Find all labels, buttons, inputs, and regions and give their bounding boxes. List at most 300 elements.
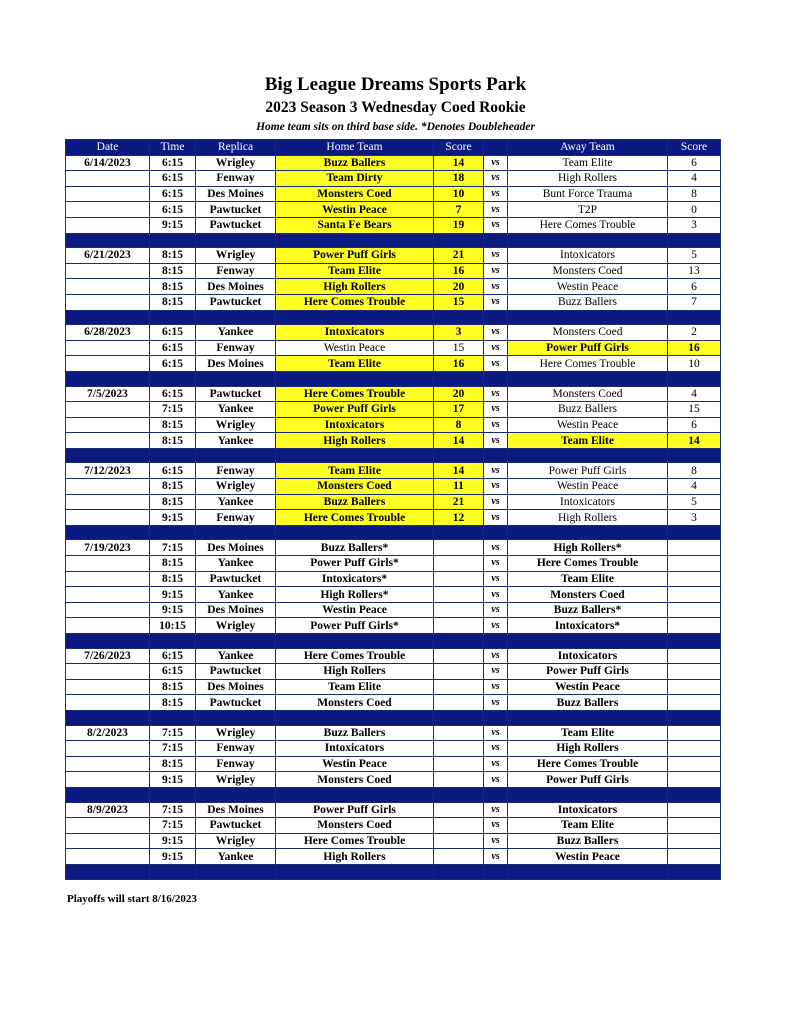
game-home-score: [434, 679, 484, 695]
game-vs: vs: [484, 279, 508, 295]
game-date: [66, 741, 150, 757]
game-time: 8:15: [150, 263, 196, 279]
game-time: 6:15: [150, 325, 196, 341]
game-replica: Wrigley: [196, 155, 276, 171]
separator-cell: [196, 710, 276, 725]
game-away-score: 6: [668, 417, 721, 433]
table-row: [66, 648, 721, 664]
separator-cell: [484, 525, 508, 540]
separator-cell: [668, 710, 721, 725]
playoffs-note: Playoffs will start 8/16/2023: [67, 893, 197, 905]
game-date: 7/5/2023: [66, 386, 150, 402]
game-time: 6:15: [150, 186, 196, 202]
game-vs: vs: [484, 756, 508, 772]
schedule-body: [66, 155, 721, 879]
game-time: 7:15: [150, 402, 196, 418]
separator-cell: [508, 710, 668, 725]
game-time: 6:15: [150, 386, 196, 402]
separator-cell: [668, 448, 721, 463]
game-home-score: 17: [434, 402, 484, 418]
table-row: [66, 402, 721, 418]
table-row: [66, 279, 721, 295]
table-row: [66, 171, 721, 187]
game-vs: vs: [484, 463, 508, 479]
game-time: 7:15: [150, 802, 196, 818]
game-away-score: 5: [668, 494, 721, 510]
game-away-score: [668, 587, 721, 603]
game-replica: Des Moines: [196, 186, 276, 202]
game-away-score: [668, 540, 721, 556]
game-away: Buzz Ballers*: [508, 602, 668, 618]
game-away: Power Puff Girls: [508, 340, 668, 356]
game-away-score: 3: [668, 510, 721, 526]
game-home: Team Elite: [276, 263, 434, 279]
separator-cell: [150, 233, 196, 248]
game-vs: vs: [484, 417, 508, 433]
game-home: Team Elite: [276, 679, 434, 695]
game-date: [66, 263, 150, 279]
game-vs: vs: [484, 202, 508, 218]
separator-cell: [434, 448, 484, 463]
game-home: Team Dirty: [276, 171, 434, 187]
game-date: [66, 417, 150, 433]
game-vs: vs: [484, 818, 508, 834]
table-row: [66, 186, 721, 202]
page-subtitle: 2023 Season 3 Wednesday Coed Rookie: [265, 99, 526, 116]
game-home: Intoxicators*: [276, 571, 434, 587]
separator-cell: [434, 233, 484, 248]
page-title: Big League Dreams Sports Park: [264, 74, 527, 95]
game-time: 9:15: [150, 217, 196, 233]
game-replica: Pawtucket: [196, 294, 276, 310]
separator-cell: [508, 525, 668, 540]
table-row: [66, 849, 721, 865]
game-replica: Des Moines: [196, 356, 276, 372]
game-home-score: 11: [434, 479, 484, 495]
game-away-score: 4: [668, 171, 721, 187]
game-away-score: [668, 602, 721, 618]
week-separator: [66, 634, 721, 649]
game-away: Buzz Ballers: [508, 402, 668, 418]
game-date: [66, 217, 150, 233]
game-time: 8:15: [150, 248, 196, 264]
game-home: Intoxicators: [276, 417, 434, 433]
table-row: [66, 433, 721, 449]
game-home-score: 7: [434, 202, 484, 218]
game-date: 7/26/2023: [66, 648, 150, 664]
game-away-score: 3: [668, 217, 721, 233]
game-time: 6:15: [150, 171, 196, 187]
game-home: Team Elite: [276, 356, 434, 372]
game-time: 8:15: [150, 571, 196, 587]
separator-cell: [668, 525, 721, 540]
game-replica: Wrigley: [196, 725, 276, 741]
separator-cell: [66, 525, 150, 540]
separator-cell: [150, 448, 196, 463]
separator-cell: [484, 634, 508, 649]
col-home-team: Home Team: [276, 140, 434, 156]
game-date: [66, 279, 150, 295]
game-home-score: [434, 818, 484, 834]
game-home-score: 14: [434, 433, 484, 449]
separator-cell: [668, 864, 721, 879]
game-vs: vs: [484, 402, 508, 418]
separator-cell: [276, 371, 434, 386]
col-time: Time: [150, 140, 196, 156]
table-row: [66, 602, 721, 618]
week-separator: [66, 233, 721, 248]
game-away: Buzz Ballers: [508, 294, 668, 310]
game-home-score: [434, 725, 484, 741]
game-home: Intoxicators: [276, 741, 434, 757]
game-away: Westin Peace: [508, 417, 668, 433]
game-away-score: 6: [668, 279, 721, 295]
game-home: Here Comes Trouble: [276, 386, 434, 402]
table-row: [66, 294, 721, 310]
game-date: [66, 602, 150, 618]
game-away: Here Comes Trouble: [508, 756, 668, 772]
game-home: Monsters Coed: [276, 695, 434, 711]
game-replica: Yankee: [196, 648, 276, 664]
game-replica: Wrigley: [196, 417, 276, 433]
game-away-score: [668, 756, 721, 772]
game-home: Monsters Coed: [276, 818, 434, 834]
game-away: Here Comes Trouble: [508, 356, 668, 372]
game-date: [66, 510, 150, 526]
separator-cell: [508, 448, 668, 463]
game-home-score: [434, 587, 484, 603]
game-away-score: 14: [668, 433, 721, 449]
game-replica: Pawtucket: [196, 386, 276, 402]
game-away: High Rollers*: [508, 540, 668, 556]
game-away-score: [668, 695, 721, 711]
col-home-score: Score: [434, 140, 484, 156]
game-date: [66, 849, 150, 865]
game-away: Buzz Ballers: [508, 695, 668, 711]
game-date: 6/21/2023: [66, 248, 150, 264]
game-time: 7:15: [150, 818, 196, 834]
separator-cell: [66, 864, 150, 879]
game-away: High Rollers: [508, 510, 668, 526]
game-replica: Pawtucket: [196, 202, 276, 218]
game-date: [66, 664, 150, 680]
game-away: Team Elite: [508, 433, 668, 449]
table-row: [66, 818, 721, 834]
game-away-score: [668, 679, 721, 695]
table-row: [66, 494, 721, 510]
separator-cell: [434, 710, 484, 725]
separator-cell: [508, 371, 668, 386]
separator-cell: [196, 864, 276, 879]
separator-cell: [434, 787, 484, 802]
separator-cell: [508, 787, 668, 802]
game-home: Westin Peace: [276, 602, 434, 618]
game-home-score: 8: [434, 417, 484, 433]
separator-cell: [196, 233, 276, 248]
game-away: Intoxicators*: [508, 618, 668, 634]
game-date: [66, 587, 150, 603]
game-home: Monsters Coed: [276, 479, 434, 495]
game-replica: Des Moines: [196, 540, 276, 556]
game-home-score: 18: [434, 171, 484, 187]
game-away-score: [668, 741, 721, 757]
game-replica: Wrigley: [196, 248, 276, 264]
separator-cell: [150, 864, 196, 879]
game-home: High Rollers: [276, 433, 434, 449]
game-date: 7/12/2023: [66, 463, 150, 479]
game-replica: Fenway: [196, 756, 276, 772]
game-home-score: [434, 772, 484, 788]
separator-cell: [66, 710, 150, 725]
game-time: 9:15: [150, 849, 196, 865]
game-home: Here Comes Trouble: [276, 510, 434, 526]
game-replica: Fenway: [196, 340, 276, 356]
game-vs: vs: [484, 248, 508, 264]
game-replica: Des Moines: [196, 602, 276, 618]
table-row: [66, 340, 721, 356]
table-row: [66, 263, 721, 279]
game-home-score: 21: [434, 248, 484, 264]
game-replica: Yankee: [196, 587, 276, 603]
game-home: Monsters Coed: [276, 772, 434, 788]
separator-cell: [434, 634, 484, 649]
table-row: [66, 756, 721, 772]
separator-cell: [484, 310, 508, 325]
game-away-score: 0: [668, 202, 721, 218]
game-home-score: 12: [434, 510, 484, 526]
game-away: Intoxicators: [508, 802, 668, 818]
game-replica: Wrigley: [196, 479, 276, 495]
game-away-score: [668, 618, 721, 634]
game-home-score: [434, 756, 484, 772]
game-date: 6/14/2023: [66, 155, 150, 171]
game-away-score: [668, 833, 721, 849]
game-home: Power Puff Girls*: [276, 556, 434, 572]
game-away: High Rollers: [508, 741, 668, 757]
separator-cell: [196, 787, 276, 802]
game-home: Buzz Ballers: [276, 494, 434, 510]
separator-cell: [150, 310, 196, 325]
separator-cell: [668, 310, 721, 325]
table-row: [66, 325, 721, 341]
game-home-score: [434, 648, 484, 664]
separator-cell: [484, 233, 508, 248]
game-home-score: 10: [434, 186, 484, 202]
schedule-note: Home team sits on third base side. *Denotes Doubleheader: [256, 121, 535, 133]
game-away-score: 8: [668, 186, 721, 202]
game-vs: vs: [484, 556, 508, 572]
separator-cell: [150, 710, 196, 725]
game-home-score: [434, 618, 484, 634]
game-vs: vs: [484, 356, 508, 372]
game-vs: vs: [484, 695, 508, 711]
game-home: High Rollers: [276, 849, 434, 865]
separator-cell: [276, 864, 434, 879]
game-home-score: 16: [434, 356, 484, 372]
game-home: Here Comes Trouble: [276, 648, 434, 664]
col-date: Date: [66, 140, 150, 156]
game-date: [66, 202, 150, 218]
game-replica: Pawtucket: [196, 818, 276, 834]
game-date: [66, 571, 150, 587]
week-separator: [66, 525, 721, 540]
game-date: [66, 433, 150, 449]
game-vs: vs: [484, 386, 508, 402]
game-vs: vs: [484, 186, 508, 202]
week-separator: [66, 310, 721, 325]
table-row: [66, 772, 721, 788]
game-vs: vs: [484, 664, 508, 680]
game-replica: Des Moines: [196, 679, 276, 695]
separator-cell: [508, 310, 668, 325]
game-replica: Fenway: [196, 171, 276, 187]
game-vs: vs: [484, 849, 508, 865]
table-row: [66, 540, 721, 556]
game-home: Buzz Ballers: [276, 725, 434, 741]
game-date: 6/28/2023: [66, 325, 150, 341]
game-away: Team Elite: [508, 571, 668, 587]
game-replica: Yankee: [196, 556, 276, 572]
game-away-score: 5: [668, 248, 721, 264]
game-date: 7/19/2023: [66, 540, 150, 556]
game-time: 7:15: [150, 725, 196, 741]
table-row: [66, 571, 721, 587]
game-away-score: [668, 571, 721, 587]
game-vs: vs: [484, 571, 508, 587]
game-time: 8:15: [150, 433, 196, 449]
game-home: Monsters Coed: [276, 186, 434, 202]
table-row: [66, 510, 721, 526]
game-date: [66, 833, 150, 849]
game-vs: vs: [484, 602, 508, 618]
table-row: [66, 479, 721, 495]
game-away: Bunt Force Trauma: [508, 186, 668, 202]
game-away-score: [668, 818, 721, 834]
week-separator: [66, 864, 721, 879]
game-away: Power Puff Girls: [508, 463, 668, 479]
game-home: Here Comes Trouble: [276, 294, 434, 310]
table-row: [66, 386, 721, 402]
game-replica: Wrigley: [196, 772, 276, 788]
separator-cell: [276, 233, 434, 248]
separator-cell: [484, 864, 508, 879]
game-away-score: 15: [668, 402, 721, 418]
game-replica: Pawtucket: [196, 664, 276, 680]
game-vs: vs: [484, 433, 508, 449]
game-vs: vs: [484, 340, 508, 356]
table-row: [66, 155, 721, 171]
game-vs: vs: [484, 171, 508, 187]
game-away: Intoxicators: [508, 494, 668, 510]
game-vs: vs: [484, 494, 508, 510]
game-home-score: [434, 602, 484, 618]
game-home: Power Puff Girls*: [276, 618, 434, 634]
game-home-score: [434, 695, 484, 711]
game-replica: Pawtucket: [196, 571, 276, 587]
game-vs: vs: [484, 479, 508, 495]
separator-cell: [150, 371, 196, 386]
game-away-score: 2: [668, 325, 721, 341]
table-row: [66, 802, 721, 818]
game-replica: Des Moines: [196, 802, 276, 818]
separator-cell: [150, 525, 196, 540]
game-vs: vs: [484, 217, 508, 233]
separator-cell: [196, 371, 276, 386]
game-vs: vs: [484, 741, 508, 757]
game-away-score: 16: [668, 340, 721, 356]
table-row: [66, 417, 721, 433]
header-row: [66, 140, 721, 156]
game-away-score: 6: [668, 155, 721, 171]
game-away: Westin Peace: [508, 679, 668, 695]
game-time: 6:15: [150, 340, 196, 356]
game-date: [66, 356, 150, 372]
table-row: [66, 556, 721, 572]
game-time: 6:15: [150, 356, 196, 372]
game-time: 8:15: [150, 556, 196, 572]
game-date: 8/2/2023: [66, 725, 150, 741]
game-time: 9:15: [150, 510, 196, 526]
game-away-score: 4: [668, 386, 721, 402]
game-home-score: [434, 802, 484, 818]
table-row: [66, 618, 721, 634]
game-replica: Fenway: [196, 263, 276, 279]
game-home: High Rollers*: [276, 587, 434, 603]
separator-cell: [434, 864, 484, 879]
game-home-score: 3: [434, 325, 484, 341]
game-away: Here Comes Trouble: [508, 556, 668, 572]
game-date: [66, 402, 150, 418]
game-replica: Fenway: [196, 741, 276, 757]
game-away: Power Puff Girls: [508, 664, 668, 680]
game-home: Power Puff Girls: [276, 802, 434, 818]
game-replica: Wrigley: [196, 833, 276, 849]
game-time: 9:15: [150, 772, 196, 788]
game-time: 7:15: [150, 741, 196, 757]
separator-cell: [484, 448, 508, 463]
game-home-score: 16: [434, 263, 484, 279]
game-vs: vs: [484, 155, 508, 171]
separator-cell: [196, 634, 276, 649]
game-replica: Des Moines: [196, 279, 276, 295]
game-date: [66, 479, 150, 495]
game-time: 6:15: [150, 463, 196, 479]
game-away-score: [668, 849, 721, 865]
game-vs: vs: [484, 679, 508, 695]
separator-cell: [196, 310, 276, 325]
game-home: Buzz Ballers: [276, 155, 434, 171]
game-time: 8:15: [150, 695, 196, 711]
schedule-table: [65, 139, 721, 880]
table-row: [66, 202, 721, 218]
game-time: 6:15: [150, 155, 196, 171]
separator-cell: [66, 371, 150, 386]
game-away-score: 7: [668, 294, 721, 310]
table-row: [66, 725, 721, 741]
table-row: [66, 833, 721, 849]
game-vs: vs: [484, 833, 508, 849]
game-away: Team Elite: [508, 818, 668, 834]
separator-cell: [66, 787, 150, 802]
separator-cell: [276, 634, 434, 649]
game-date: [66, 756, 150, 772]
game-home-score: 14: [434, 155, 484, 171]
game-home-score: [434, 741, 484, 757]
game-away-score: 10: [668, 356, 721, 372]
game-away: Westin Peace: [508, 849, 668, 865]
table-row: [66, 356, 721, 372]
game-time: 8:15: [150, 756, 196, 772]
